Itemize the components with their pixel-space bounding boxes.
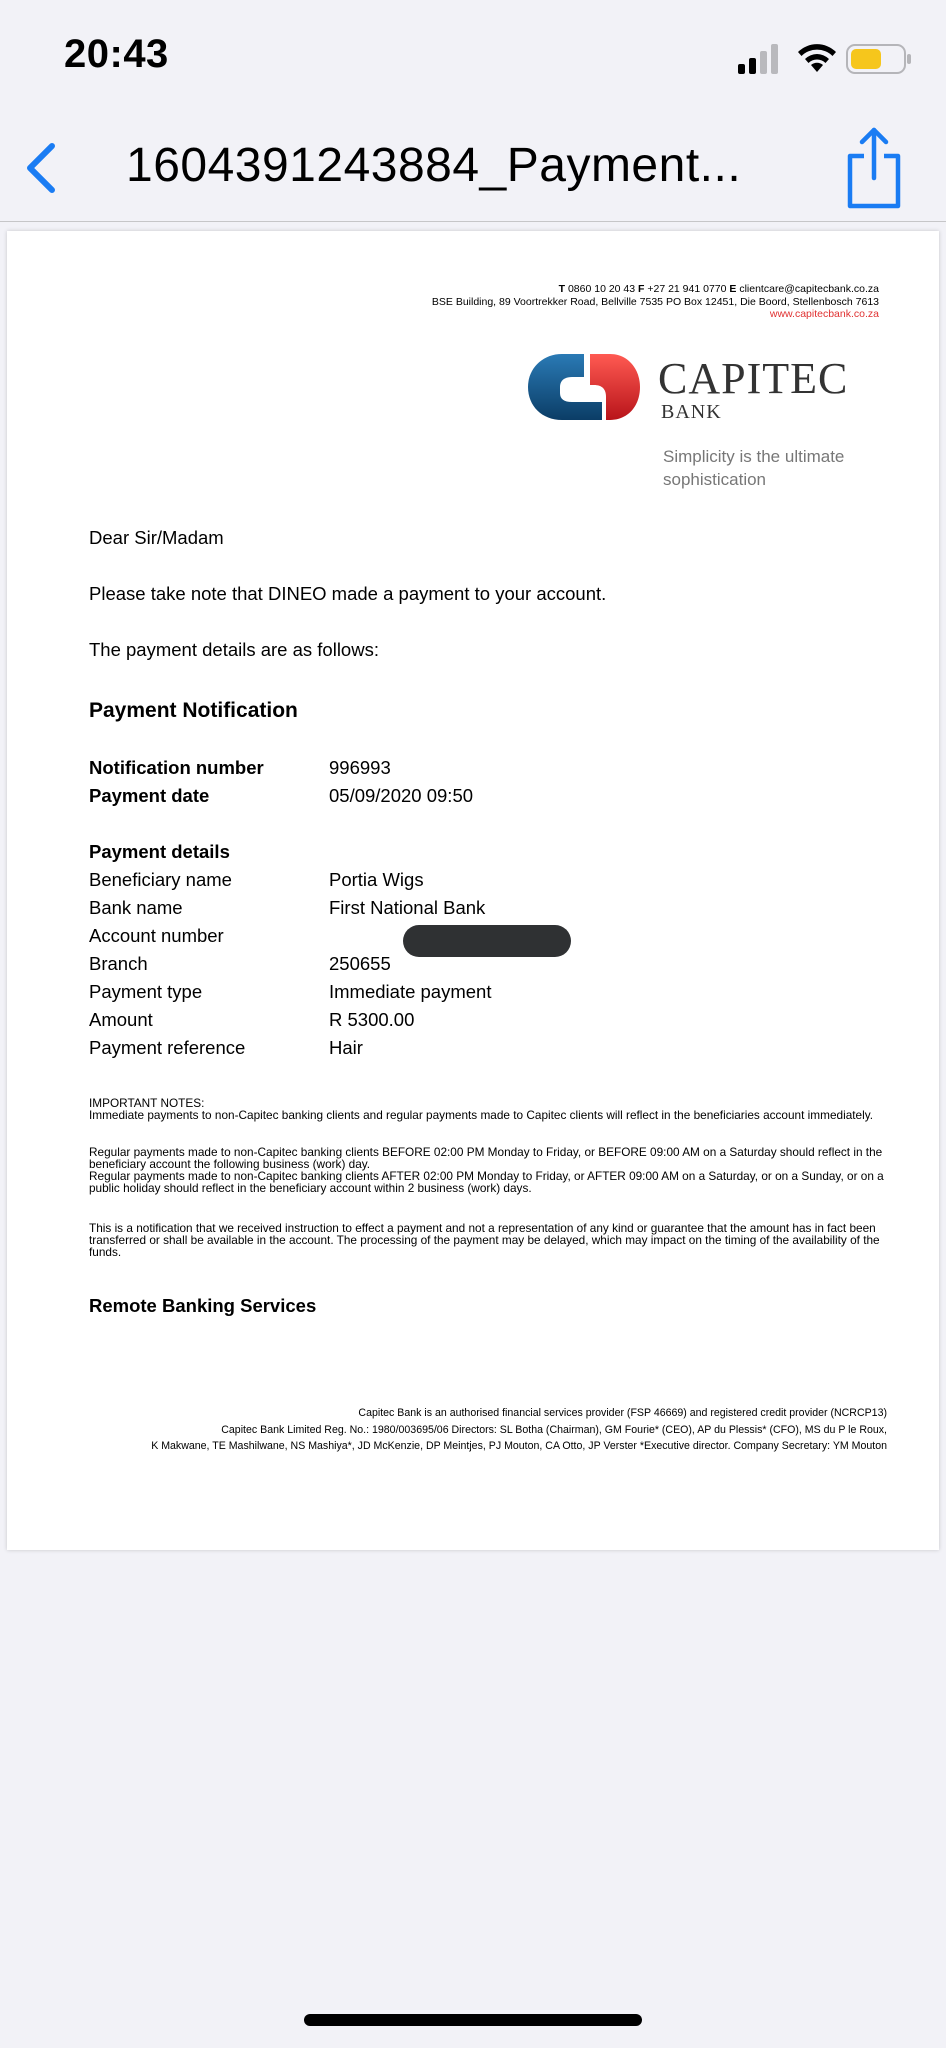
contact-phone: 0860 10 20 43 <box>565 283 639 295</box>
field-label: Account number <box>89 925 224 946</box>
field-label: Branch <box>89 953 148 974</box>
contact-line-1 <box>432 283 879 296</box>
status-bar <box>0 0 946 110</box>
field-label: Payment reference <box>89 1037 246 1058</box>
field-label: Amount <box>89 1009 153 1030</box>
notes-paragraph-2: Regular payments made to non-Capitec banking clients BEFORE 02:00 PM Monday to Friday, or BEFORE 09:00 AM on a Saturday should reflect in the beneficiary account the following business (work) day. <box>89 1145 883 1171</box>
field-value: 250655 <box>329 953 391 974</box>
payment-date-label: Payment date <box>89 785 210 806</box>
field-label: Payment type <box>89 981 203 1002</box>
contact-address: BSE Building, 89 Voortrekker Road, Bellville 7535 PO Box 12451, Die Boord, Stellenbosch 7613 <box>431 295 879 308</box>
navigation-bar <box>0 110 946 222</box>
contact-website: www.capitecbank.co.za <box>769 308 879 320</box>
tagline: Simplicity is the ultimate sophistication <box>663 447 845 489</box>
notification-number-value: 996993 <box>329 757 391 778</box>
payment-details-heading: Payment details <box>89 841 230 862</box>
cellular-signal-icon <box>738 44 782 74</box>
redaction-mark <box>403 925 571 957</box>
field-label: Beneficiary name <box>89 869 232 890</box>
footer-line-2: Capitec Bank Limited Reg. No.: 1980/003695/06 Directors: SL Botha (Chairman), GM Fourie* (CEO), AP du Plessis* (CFO), MS du P le Roux, <box>221 1423 887 1436</box>
notification-number-label: Notification number <box>89 757 264 778</box>
notes-paragraph-1: Immediate payments to non-Capitec banking clients and regular payments made to Capitec clients will reflect in the beneficiaries account immediately. <box>89 1108 874 1122</box>
capitec-logo <box>528 349 888 459</box>
details-intro: The payment details are as follows: <box>89 639 379 660</box>
logo-name: CAPITEC <box>658 354 849 403</box>
field-value: R 5300.00 <box>329 1009 415 1030</box>
field-label: Bank name <box>89 897 183 918</box>
contact-t-label: T <box>558 283 566 295</box>
document-title: 1604391243884_Payment... <box>126 139 742 192</box>
notes-title: IMPORTANT NOTES: <box>89 1096 205 1110</box>
payment-date-value: 05/09/2020 09:50 <box>329 785 474 806</box>
footer <box>27 1405 887 1455</box>
intro-text: Please take note that DINEO made a payment to your account. <box>89 583 607 604</box>
home-indicator[interactable] <box>304 2014 642 2026</box>
contact-details <box>432 283 879 321</box>
notes-paragraph-3: Regular payments made to non-Capitec banking clients AFTER 02:00 PM Monday to Friday, or AFTER 09:00 AM on a Saturday, or on a Sunday, or on a public holiday should reflect in the beneficiary account within 2 business (work) days. <box>89 1169 884 1195</box>
field-value: Hair <box>329 1037 363 1058</box>
field-value: Immediate payment <box>329 981 492 1002</box>
share-icon[interactable] <box>842 126 906 210</box>
remote-banking-heading: Remote Banking Services <box>89 1295 317 1316</box>
status-time: 20:43 <box>64 32 169 76</box>
contact-fax: +27 21 941 0770 <box>644 283 730 295</box>
footer-line-3: K Makwane, TE Mashilwane, NS Mashiya*, JD McKenzie, DP Meintjes, PJ Mouton, CA Otto, JP Verster *Executive director. Company Secretary: YM Mouton <box>151 1440 887 1452</box>
pdf-page <box>7 231 939 1550</box>
notification-heading: Payment Notification <box>89 699 298 722</box>
contact-email: clientcare@capitecbank.co.za <box>736 283 879 295</box>
contact-e-label: E <box>729 283 737 295</box>
logo-sub: BANK <box>661 401 722 423</box>
field-value: First National Bank <box>329 897 486 918</box>
field-value: Portia Wigs <box>329 869 424 890</box>
notes-paragraph-4: This is a notification that we received instruction to effect a payment and not a representation of any kind or guarantee that the amount has in fact been transferred or shall be available in the account. The processing of the payment may be delayed, which may impact on the timing of the availability of the funds. <box>89 1221 880 1259</box>
footer-line-1: Capitec Bank is an authorised financial services provider (FSP 46669) and registered credit provider (NCRCP13) <box>358 1407 887 1419</box>
battery-icon <box>846 44 912 74</box>
back-chevron-icon[interactable] <box>18 136 62 200</box>
greeting: Dear Sir/Madam <box>89 527 224 548</box>
wifi-icon <box>796 42 838 74</box>
contact-f-label: F <box>638 283 645 295</box>
